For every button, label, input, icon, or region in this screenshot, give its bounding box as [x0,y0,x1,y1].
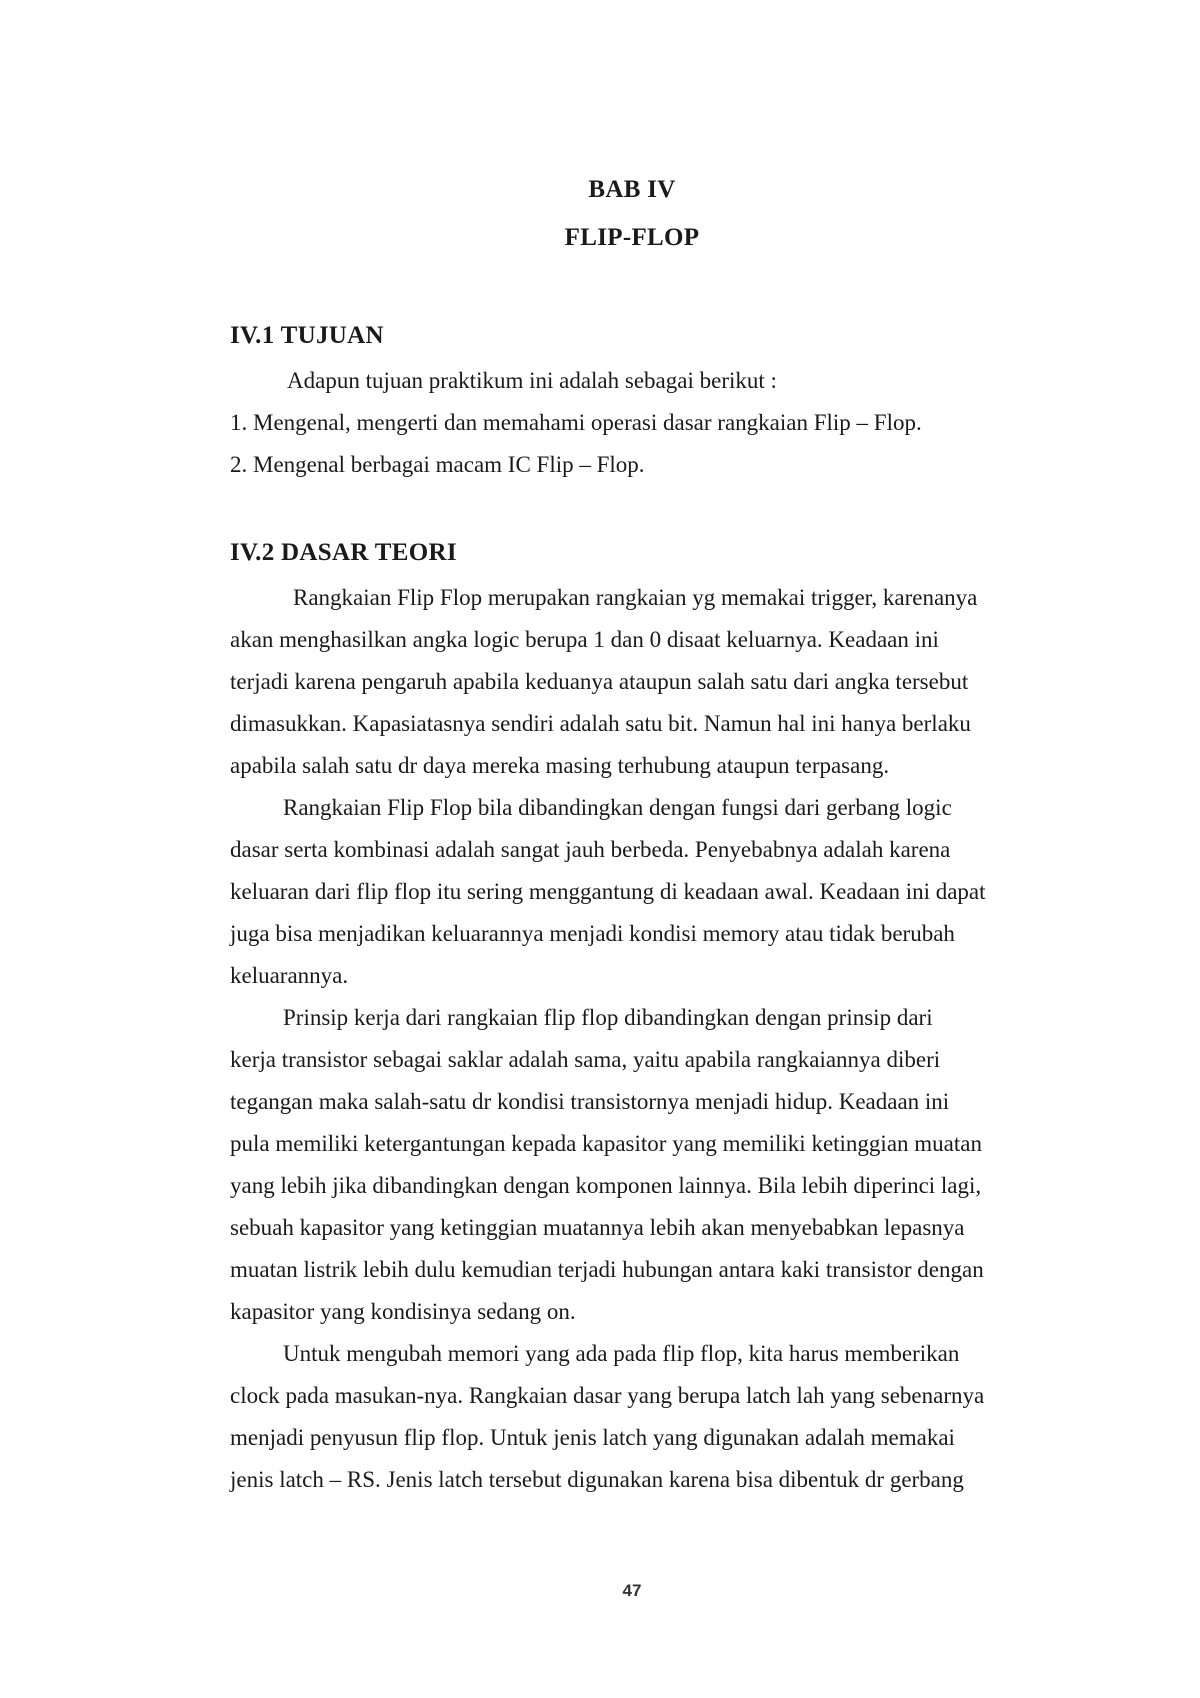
paragraph-line: dasar serta kombinasi adalah sangat jauh berbeda. Penyebabnya adalah karena [230,837,951,862]
paragraph-line: juga bisa menjadikan keluarannya menjadi kondisi memory atau tidak berubah [230,921,955,946]
list-item: 1. Mengenal, mengerti dan memahami operasi dasar rangkaian Flip – Flop. [230,410,922,435]
paragraph-line: sebuah kapasitor yang ketinggian muatannya lebih akan menyebabkan lepasnya [230,1215,965,1240]
chapter-label: BAB IV [588,176,676,203]
paragraph-line: Adapun tujuan praktikum ini adalah sebagai berikut : [287,368,777,393]
paragraph-line: keluaran dari flip flop itu sering menggantung di keadaan awal. Keadaan ini dapat [230,879,986,904]
paragraph-line: Rangkaian Flip Flop merupakan rangkaian yg memakai trigger, karenanya [293,585,978,610]
chapter-title: FLIP-FLOP [564,224,700,251]
paragraph-line: dimasukkan. Kapasiatasnya sendiri adalah satu bit. Namun hal ini hanya berlaku [230,711,971,736]
section-heading-dasar-teori: IV.2 DASAR TEORI [230,539,457,566]
paragraph-line: tegangan maka salah-satu dr kondisi transistornya menjadi hidup. Keadaan ini [230,1089,950,1114]
paragraph-line: menjadi penyusun flip flop. Untuk jenis latch yang digunakan adalah memakai [230,1425,955,1450]
paragraph-line: keluarannya. [230,963,349,988]
paragraph-line: terjadi karena pengaruh apabila keduanya ataupun salah satu dari angka tersebut [230,669,969,694]
paragraph-line: clock pada masukan-nya. Rangkaian dasar yang berupa latch lah yang sebenarnya [230,1383,985,1408]
paragraph-line: apabila salah satu dr daya mereka masing terhubung ataupun terpasang. [230,753,890,778]
list-item: 2. Mengenal berbagai macam IC Flip – Flop. [230,452,645,477]
section-heading-tujuan: IV.1 TUJUAN [230,322,384,349]
paragraph-line: Untuk mengubah memori yang ada pada flip flop, kita harus memberikan [283,1341,960,1366]
paragraph-line: muatan listrik lebih dulu kemudian terjadi hubungan antara kaki transistor dengan [230,1257,984,1282]
paragraph-line: kerja transistor sebagai saklar adalah sama, yaitu apabila rangkaiannya diberi [230,1047,941,1072]
paragraph-line: kapasitor yang kondisinya sedang on. [230,1299,576,1324]
paragraph-line: Prinsip kerja dari rangkaian flip flop dibandingkan dengan prinsip dari [283,1005,933,1030]
paragraph-line: yang lebih jika dibandingkan dengan komponen lainnya. Bila lebih diperinci lagi, [230,1173,982,1198]
paragraph-line: jenis latch – RS. Jenis latch tersebut digunakan karena bisa dibentuk dr gerbang [230,1467,964,1492]
page-number: 47 [622,1581,642,1600]
paragraph-line: Rangkaian Flip Flop bila dibandingkan dengan fungsi dari gerbang logic [283,795,952,820]
paragraph-line: pula memiliki ketergantungan kepada kapasitor yang memiliki ketinggian muatan [230,1131,982,1156]
paragraph-line: akan menghasilkan angka logic berupa 1 dan 0 disaat keluarnya. Keadaan ini [230,627,939,652]
